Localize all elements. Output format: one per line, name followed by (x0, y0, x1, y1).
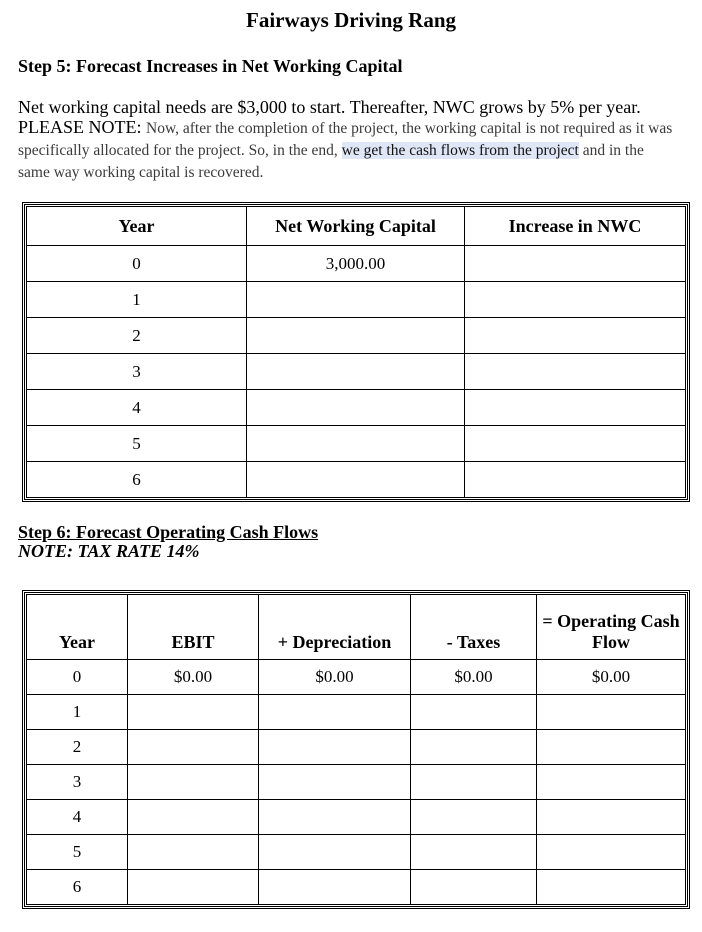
ocf-cell-ocf[interactable] (537, 765, 686, 800)
ocf-cell-ebit[interactable] (128, 800, 259, 835)
nwc-cell-year: 0 (27, 246, 247, 282)
ocf-cell-year: 4 (27, 800, 128, 835)
ocf-cell-depreciation[interactable] (259, 800, 411, 835)
nwc-cell-year: 2 (27, 318, 247, 354)
nwc-cell-increase[interactable] (465, 426, 686, 462)
nwc-cell-year: 3 (27, 354, 247, 390)
step6-section (18, 522, 318, 562)
ocf-cell-ebit[interactable] (128, 730, 259, 765)
ocf-cell-ebit[interactable] (128, 695, 259, 730)
highlighted-text: we get the cash flows from the project (341, 142, 579, 159)
ocf-cell-depreciation[interactable] (259, 765, 411, 800)
ocf-cell-ebit[interactable] (128, 870, 259, 905)
table-row (27, 318, 686, 354)
ocf-cell-year: 1 (27, 695, 128, 730)
table-row (27, 870, 686, 905)
nwc-header-nwc: Net Working Capital (247, 207, 465, 246)
nwc-cell-increase[interactable] (465, 390, 686, 426)
ocf-cell-depreciation[interactable] (259, 870, 411, 905)
ocf-header-ebit: EBIT (128, 595, 259, 660)
table-row (27, 426, 686, 462)
ocf-cell-taxes[interactable] (411, 730, 537, 765)
ocf-cell-ebit[interactable] (128, 835, 259, 870)
nwc-table (26, 206, 686, 498)
ocf-cell-taxes[interactable] (411, 800, 537, 835)
ocf-cell-year: 3 (27, 765, 128, 800)
ocf-header-depreciation: + Depreciation (259, 595, 411, 660)
ocf-cell-ebit[interactable]: $0.00 (128, 660, 259, 695)
nwc-cell-increase[interactable] (465, 462, 686, 498)
ocf-cell-year: 6 (27, 870, 128, 905)
ocf-cell-ocf[interactable] (537, 835, 686, 870)
nwc-header-row (27, 207, 686, 246)
nwc-header-increase: Increase in NWC (465, 207, 686, 246)
ocf-cell-depreciation[interactable]: $0.00 (259, 660, 411, 695)
table-row (27, 730, 686, 765)
ocf-cell-year: 0 (27, 660, 128, 695)
nwc-cell-increase[interactable] (465, 282, 686, 318)
ocf-cell-taxes[interactable] (411, 870, 537, 905)
nwc-cell-value[interactable] (247, 282, 465, 318)
ocf-cell-year: 2 (27, 730, 128, 765)
table-row (27, 354, 686, 390)
ocf-cell-depreciation[interactable] (259, 695, 411, 730)
ocf-cell-ocf[interactable] (537, 800, 686, 835)
nwc-cell-value[interactable] (247, 462, 465, 498)
ocf-cell-ebit[interactable] (128, 765, 259, 800)
table-row (27, 835, 686, 870)
paragraph-text-c: and in the same way working capital is recovered. (18, 142, 644, 181)
ocf-header-year: Year (27, 595, 128, 660)
table-row (27, 246, 686, 282)
nwc-cell-value[interactable] (247, 318, 465, 354)
nwc-cell-increase[interactable] (465, 354, 686, 390)
ocf-cell-taxes[interactable]: $0.00 (411, 660, 537, 695)
nwc-header-year: Year (27, 207, 247, 246)
ocf-header-row (27, 595, 686, 660)
nwc-cell-year: 4 (27, 390, 247, 426)
ocf-cell-taxes[interactable] (411, 835, 537, 870)
nwc-cell-year: 6 (27, 462, 247, 498)
nwc-cell-value[interactable] (247, 426, 465, 462)
ocf-cell-taxes[interactable] (411, 765, 537, 800)
table-row (27, 282, 686, 318)
tax-rate-note: NOTE: TAX RATE 14% (18, 541, 200, 561)
ocf-header-operating-cash-flow: = Operating Cash Flow (537, 595, 686, 660)
step5-heading: Step 5: Forecast Increases in Net Working Capital (18, 56, 403, 76)
ocf-cell-ocf[interactable] (537, 695, 686, 730)
nwc-cell-value[interactable]: 3,000.00 (247, 246, 465, 282)
ocf-cell-ocf[interactable] (537, 870, 686, 905)
nwc-cell-increase[interactable] (465, 246, 686, 282)
table-row (27, 800, 686, 835)
nwc-cell-increase[interactable] (465, 318, 686, 354)
ocf-table (26, 594, 686, 905)
ocf-header-taxes: - Taxes (411, 595, 537, 660)
paragraph-text-a: Net working capital needs are $3,000 to start. Thereafter, NWC grows by 5% per year. PLEASE NOTE: (18, 97, 641, 137)
ocf-cell-taxes[interactable] (411, 695, 537, 730)
table-row (27, 462, 686, 498)
ocf-cell-ocf[interactable] (537, 730, 686, 765)
nwc-cell-value[interactable] (247, 390, 465, 426)
nwc-cell-year: 1 (27, 282, 247, 318)
table-row (27, 765, 686, 800)
table-row (27, 695, 686, 730)
document-title: Fairways Driving Rang (246, 8, 456, 32)
ocf-cell-year: 5 (27, 835, 128, 870)
nwc-cell-value[interactable] (247, 354, 465, 390)
ocf-cell-ocf[interactable]: $0.00 (537, 660, 686, 695)
step6-heading: Step 6: Forecast Operating Cash Flows (18, 522, 319, 542)
table-row (27, 660, 686, 695)
paragraph-text-b: Now, after the completion of the project, the working capital is not required as it was specifically allocated for the project. So, in the end, (18, 120, 673, 159)
table-row (27, 390, 686, 426)
ocf-cell-depreciation[interactable] (259, 835, 411, 870)
ocf-cell-depreciation[interactable] (259, 730, 411, 765)
step5-paragraph (18, 97, 678, 183)
nwc-cell-year: 5 (27, 426, 247, 462)
